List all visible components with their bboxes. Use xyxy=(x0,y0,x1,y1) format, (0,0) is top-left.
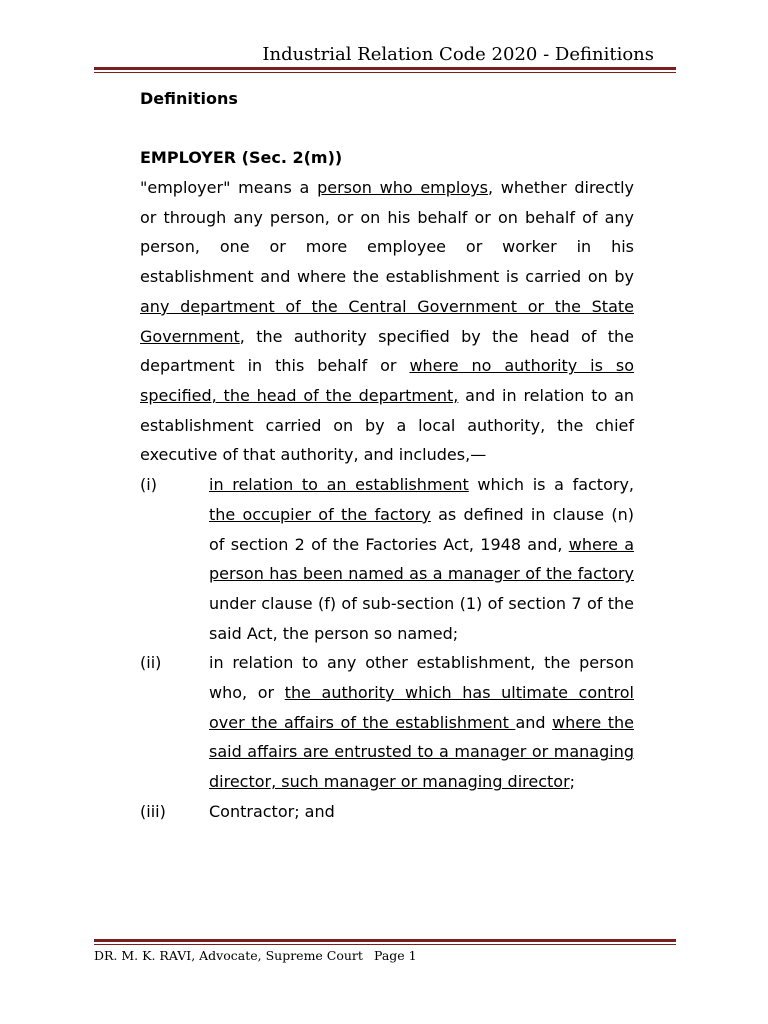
list-item-i xyxy=(140,470,634,648)
underlined-phrase: any department of the Central Government or the State Government xyxy=(140,296,634,346)
item-text-part: which is a factory, xyxy=(468,475,634,495)
item-text-part: ; xyxy=(569,772,576,792)
list-item-iii xyxy=(140,797,634,827)
underlined-phrase: person who employs xyxy=(317,178,488,198)
item-text-part: in relation to any other establishment, the person who, or xyxy=(209,653,634,703)
header-divider xyxy=(94,67,676,73)
underlined-phrase: where no authority is so specified, the head of the department, xyxy=(140,356,635,405)
item-text-part: Contractor; and xyxy=(209,801,335,821)
item-text-part: and xyxy=(515,712,553,732)
para-text: , the authority specified by the head of the department in this behalf or xyxy=(140,326,634,376)
item-text xyxy=(209,797,634,827)
employer-heading: EMPLOYER (Sec. 2(m)) xyxy=(140,148,343,168)
header-title: Industrial Relation Code 2020 - Definitions xyxy=(262,44,654,65)
underlined-phrase: in relation to an establishment xyxy=(209,475,469,495)
footer-author: DR. M. K. RAVI, Advocate, Supreme Court xyxy=(94,948,363,963)
underlined-phrase: the occupier of the factory xyxy=(209,504,431,524)
item-number: (i) xyxy=(140,475,157,495)
underlined-phrase: where the said affairs are entrusted to a manager or managing director, such manager or managing director xyxy=(209,712,635,792)
footer-divider xyxy=(94,939,676,945)
item-text xyxy=(209,470,634,648)
document-body xyxy=(140,84,634,827)
section-title: Definitions xyxy=(140,89,238,108)
para-text: , whether directly or through any person, or on his behalf or on behalf of any person, one or more employee or worker in his establishment and where the establishment is carried on by xyxy=(140,178,635,287)
item-text xyxy=(209,648,634,797)
employer-definition xyxy=(140,173,634,470)
item-number: (iii) xyxy=(140,801,166,821)
para-text: "employer" means a xyxy=(140,178,318,198)
para-text: and in relation to an establishment carried on by a local authority, the chief executive of that authority, and includes,— xyxy=(140,385,635,465)
item-text-part: under clause (f) of sub-section (1) of section 7 of the said Act, the person so named; xyxy=(209,593,634,643)
underlined-phrase: the authority which has ultimate control over the affairs of the establishment xyxy=(209,683,635,732)
item-text-part: as defined in clause (n) of section 2 of the Factories Act, 1948 and, xyxy=(209,504,635,554)
item-number: (ii) xyxy=(140,653,162,673)
page-number: Page 1 xyxy=(374,948,417,963)
list-item-ii xyxy=(140,648,634,797)
underlined-phrase: where a person has been named as a manager of the factory xyxy=(209,534,634,584)
